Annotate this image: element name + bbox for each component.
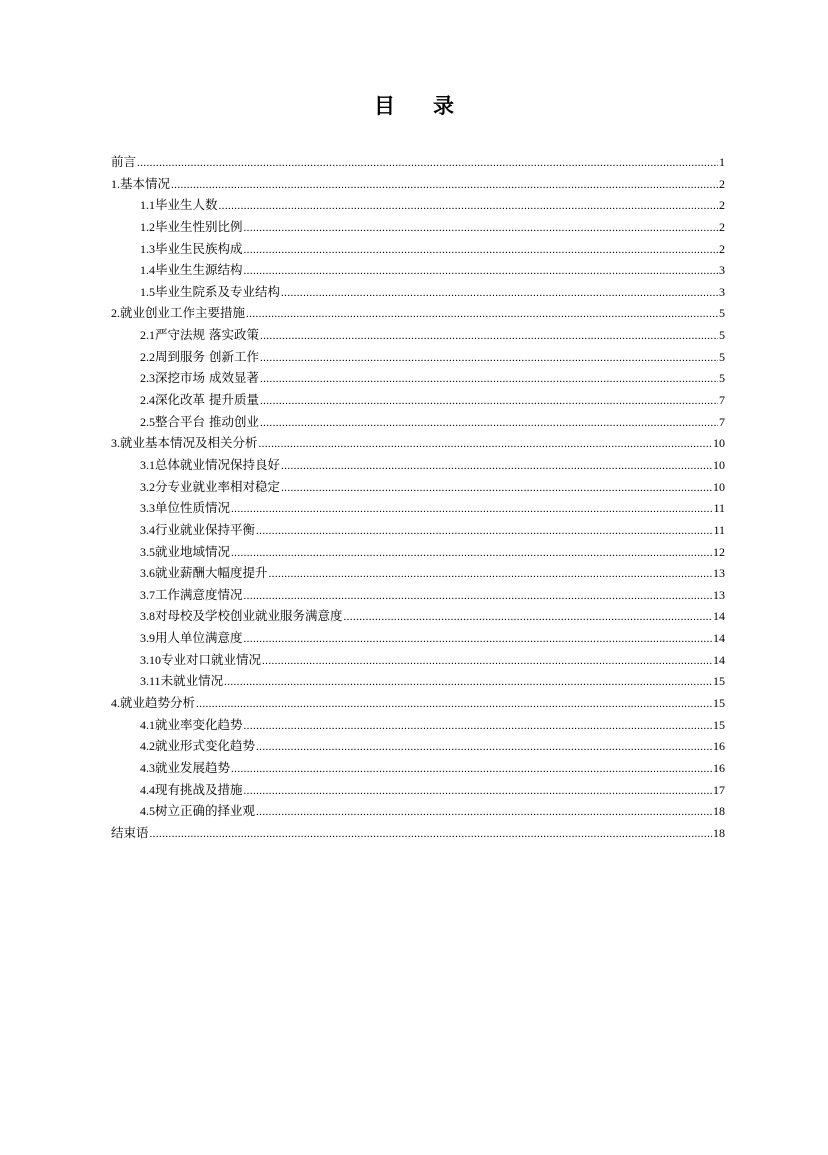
toc-page-number: 14 (713, 652, 725, 667)
toc-entry-label: 就业形式变化趋势 (155, 738, 256, 754)
toc-subentry[interactable] (111, 238, 725, 260)
toc-entry-label: 深化改革 提升质量 (155, 392, 259, 408)
toc-dot-leader (137, 151, 718, 173)
toc-entry[interactable] (111, 151, 725, 173)
toc-entry-label: 毕业生民族构成 (155, 240, 243, 256)
toc-subentry[interactable] (111, 346, 725, 368)
toc-dot-leader (244, 779, 712, 801)
toc-entry-label: 就业地域情况 (155, 543, 231, 559)
toc-entry-number: 3.6 (140, 566, 155, 581)
toc-entry-label: 整合平台 推动创业 (155, 413, 259, 429)
toc-subentry[interactable] (111, 411, 725, 433)
toc-subentry[interactable] (111, 800, 725, 822)
toc-subentry[interactable] (111, 476, 725, 498)
toc-page-number: 15 (713, 717, 725, 732)
toc-entry-label: 结束语 (111, 824, 149, 840)
toc-dot-leader (244, 259, 718, 281)
toc-entry-label: 用人单位满意度 (155, 630, 243, 646)
toc-page-number: 14 (713, 609, 725, 624)
toc-dot-leader (196, 692, 712, 714)
toc-dot-leader (260, 411, 718, 433)
toc-page-number: 3 (719, 263, 725, 278)
toc-dot-leader (281, 454, 712, 476)
toc-page-number: 11 (713, 522, 725, 537)
toc-subentry[interactable] (111, 627, 725, 649)
toc-title-char-1: 目 (374, 94, 395, 118)
toc-dot-leader (244, 216, 718, 238)
toc-page-number: 2 (719, 176, 725, 191)
toc-dot-leader (262, 649, 712, 671)
toc-subentry[interactable] (111, 389, 725, 411)
toc-subentry[interactable] (111, 605, 725, 627)
toc-page-number: 10 (713, 436, 725, 451)
toc-entry-number: 1.1 (140, 198, 155, 213)
toc-entry-number: 1.3 (140, 241, 155, 256)
toc-page-number: 10 (713, 457, 725, 472)
table-of-contents (111, 151, 725, 844)
toc-entry-number: 2.3 (140, 371, 155, 386)
toc-entry-label: 就业趋势分析 (120, 695, 196, 711)
toc-dot-leader (231, 541, 712, 563)
toc-dot-leader (246, 302, 718, 324)
toc-entry-label: 未就业情况 (160, 673, 224, 689)
toc-entry-label: 基本情况 (120, 175, 171, 191)
toc-entry-label: 毕业生性别比例 (155, 218, 243, 234)
toc-entry-number: 1.2 (140, 219, 155, 234)
toc-dot-leader (224, 670, 712, 692)
toc-page-number: 18 (713, 804, 725, 819)
toc-subentry[interactable] (111, 735, 725, 757)
toc-entry-number: 4.2 (140, 739, 155, 754)
toc-dot-leader (244, 714, 712, 736)
toc-entry-label: 就业发展趋势 (155, 759, 231, 775)
toc-dot-leader (259, 432, 712, 454)
toc-entry-number: 3.1 (140, 457, 155, 472)
toc-entry-label: 单位性质情况 (155, 500, 231, 516)
toc-entry-number: 3.3 (140, 501, 155, 516)
toc-dot-leader (244, 238, 718, 260)
toc-page-number: 5 (719, 306, 725, 321)
toc-subentry[interactable] (111, 194, 725, 216)
toc-subentry[interactable] (111, 497, 725, 519)
toc-dot-leader (244, 627, 712, 649)
toc-dot-leader (281, 281, 718, 303)
toc-entry-label: 周到服务 创新工作 (155, 348, 259, 364)
toc-subentry[interactable] (111, 259, 725, 281)
toc-entry-number: 2. (111, 306, 120, 321)
toc-entry-number: 4.1 (140, 717, 155, 732)
toc-entry-label: 就业基本情况及相关分析 (120, 435, 258, 451)
toc-page-number: 7 (719, 393, 725, 408)
toc-entry-number: 3. (111, 436, 120, 451)
toc-entry-label: 毕业生人数 (155, 197, 218, 213)
toc-page-number: 2 (719, 198, 725, 213)
toc-dot-leader (260, 367, 718, 389)
toc-page-number: 13 (713, 566, 725, 581)
toc-entry-number: 3.8 (140, 609, 155, 624)
toc-entry-number: 3.9 (140, 631, 155, 646)
toc-subentry[interactable] (111, 584, 725, 606)
toc-subentry[interactable] (111, 757, 725, 779)
toc-subentry[interactable] (111, 454, 725, 476)
toc-entry-label: 毕业生院系及专业结构 (155, 283, 281, 299)
toc-dot-leader (269, 562, 712, 584)
toc-subentry[interactable] (111, 670, 725, 692)
toc-page-number: 5 (719, 371, 725, 386)
toc-entry[interactable] (111, 302, 725, 324)
toc-dot-leader (231, 497, 712, 519)
toc-dot-leader (344, 605, 712, 627)
toc-page-number: 3 (719, 284, 725, 299)
toc-entry-label: 就业薪酬大幅度提升 (155, 565, 268, 581)
toc-page-number: 5 (719, 349, 725, 364)
toc-entry-number: 3.11 (140, 674, 161, 689)
toc-entry-label: 专业对口就业情况 (161, 651, 262, 667)
toc-entry[interactable] (111, 432, 725, 454)
toc-page-number: 18 (713, 825, 725, 840)
toc-page-number: 13 (713, 587, 725, 602)
toc-dot-leader (219, 194, 718, 216)
toc-entry-label: 对母校及学校创业就业服务满意度 (155, 608, 343, 624)
toc-page-number: 2 (719, 241, 725, 256)
toc-entry-number: 3.7 (140, 587, 155, 602)
toc-entry-number: 3.10 (140, 652, 161, 667)
toc-page-number: 16 (713, 760, 725, 775)
toc-entry[interactable] (111, 822, 725, 844)
toc-subentry[interactable] (111, 324, 725, 346)
toc-entry-number: 2.1 (140, 328, 155, 343)
toc-entry-label: 毕业生生源结构 (155, 262, 243, 278)
toc-dot-leader (244, 584, 712, 606)
toc-entry-label: 前言 (111, 154, 137, 169)
toc-entry-number: 4.4 (140, 782, 155, 797)
toc-entry-number: 1. (111, 176, 120, 191)
toc-entry-number: 3.2 (140, 479, 155, 494)
toc-dot-leader (260, 324, 718, 346)
toc-dot-leader (256, 519, 712, 541)
toc-page-number: 11 (713, 501, 725, 516)
toc-page-number: 15 (713, 674, 725, 689)
toc-entry-label: 树立正确的择业观 (155, 803, 256, 819)
toc-entry-label: 分专业就业率相对稳定 (155, 478, 281, 494)
toc-subentry[interactable] (111, 649, 725, 671)
toc-entry-number: 2.4 (140, 393, 155, 408)
toc-dot-leader (256, 800, 712, 822)
toc-page-number: 5 (719, 328, 725, 343)
toc-dot-leader (260, 346, 718, 368)
toc-subentry[interactable] (111, 541, 725, 563)
toc-page-number: 14 (713, 631, 725, 646)
toc-entry-label: 严守法规 落实政策 (155, 327, 259, 343)
toc-entry-label: 现有挑战及措施 (155, 781, 243, 797)
toc-dot-leader (281, 476, 712, 498)
toc-subentry[interactable] (111, 779, 725, 801)
toc-page-number: 2 (719, 219, 725, 234)
toc-subentry[interactable] (111, 281, 725, 303)
toc-entry-label: 就业率变化趋势 (155, 716, 243, 732)
toc-dot-leader (171, 173, 718, 195)
toc-entry-number: 4.3 (140, 760, 155, 775)
toc-page-number: 16 (713, 739, 725, 754)
toc-title-char-2: 录 (433, 94, 454, 118)
toc-entry-label: 深挖市场 成效显著 (155, 370, 259, 386)
toc-entry-label: 行业就业保持平衡 (155, 521, 256, 537)
toc-entry-number: 1.4 (140, 263, 155, 278)
toc-entry-number: 3.4 (140, 522, 155, 537)
toc-subentry[interactable] (111, 562, 725, 584)
toc-entry-number: 4.5 (140, 804, 155, 819)
toc-page-number: 15 (713, 696, 725, 711)
toc-entry[interactable] (111, 173, 725, 195)
toc-entry-number: 4. (111, 696, 120, 711)
toc-subentry[interactable] (111, 367, 725, 389)
toc-page-number: 17 (713, 782, 725, 797)
toc-entry-number: 3.5 (140, 544, 155, 559)
toc-title (0, 92, 828, 120)
toc-dot-leader (231, 757, 712, 779)
toc-entry[interactable] (111, 692, 725, 714)
toc-entry-number: 2.2 (140, 349, 155, 364)
toc-entry-label: 工作满意度情况 (155, 586, 243, 602)
toc-page-number: 1 (719, 155, 725, 169)
toc-dot-leader (256, 735, 712, 757)
toc-dot-leader (260, 389, 718, 411)
toc-page-number: 12 (713, 544, 725, 559)
toc-entry-number: 1.5 (140, 284, 155, 299)
toc-subentry[interactable] (111, 216, 725, 238)
toc-dot-leader (150, 822, 712, 844)
toc-page-number: 7 (719, 414, 725, 429)
toc-page-number: 10 (713, 479, 725, 494)
toc-entry-label: 就业创业工作主要措施 (120, 305, 246, 321)
toc-subentry[interactable] (111, 714, 725, 736)
toc-entry-number: 2.5 (140, 414, 155, 429)
toc-subentry[interactable] (111, 519, 725, 541)
toc-entry-label: 总体就业情况保持良好 (155, 456, 281, 472)
